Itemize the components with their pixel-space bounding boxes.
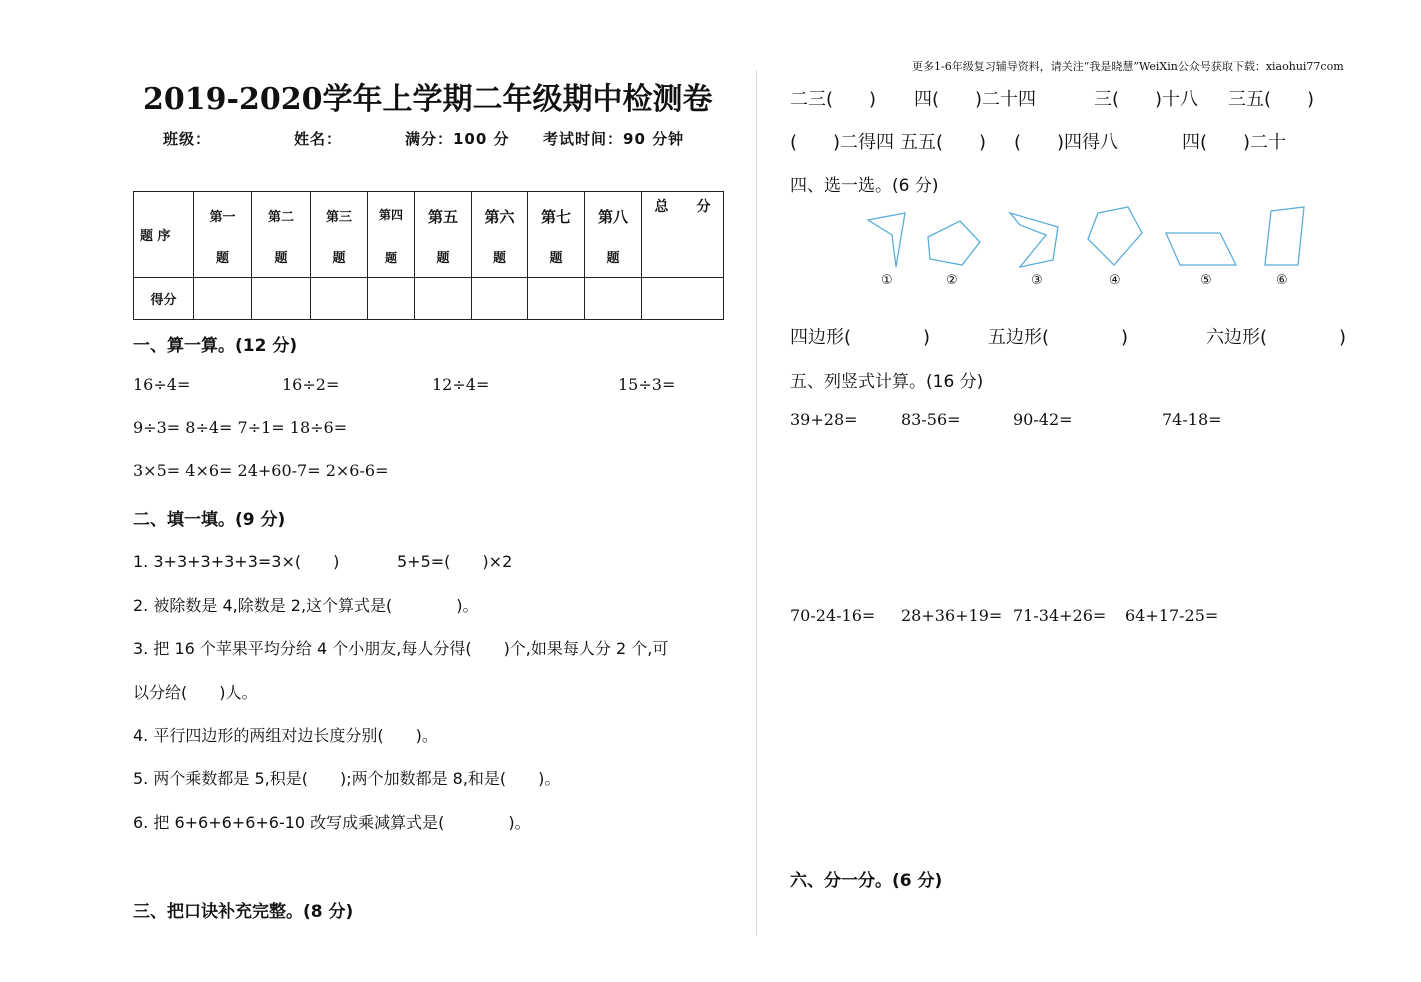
score-cell[interactable] [368,278,415,320]
score-table-col-3: 第三 题 [311,192,368,278]
score-table-col-8: 第八 题 [585,192,642,278]
s3-r2-3: ( )四得八 [1014,132,1119,153]
s1-q2: 16÷2= [282,375,340,394]
answer-quadrilateral: 四边形( ) [790,327,931,348]
shape-number-6: ⑥ [1276,273,1288,288]
s3-r2-4: 四( )二十 [1182,132,1287,153]
s1-row2: 9÷3= 8÷4= 7÷1= 18÷6= [133,418,348,437]
score-cell[interactable] [528,278,585,320]
section5-heading: 五、列竖式计算。(16 分) [790,372,984,392]
section2-heading: 二、填一填。(9 分) [133,510,286,530]
score-cell[interactable] [252,278,311,320]
s1-q1: 16÷4= [133,375,191,394]
shape-number-1: ① [881,273,893,288]
s5-q7: 71-34+26= [1013,606,1107,625]
s3-r2-2: 五五( ) [900,132,987,153]
name-label: 姓名： [294,130,343,148]
page-title: 2019-2020学年上学期二年级期中检测卷 [143,82,713,117]
score-table-col-2: 第二 题 [252,192,311,278]
score-cell-total[interactable] [642,278,724,320]
score-table-col-6: 第六 题 [472,192,528,278]
score-table-header-score: 得分 [134,278,194,320]
score-cell[interactable] [585,278,642,320]
s2-q2: 2. 被除数是 4,除数是 2,这个算式是( )。 [133,596,479,615]
shapes-figure [860,205,1320,300]
s2-q4: 4. 平行四边形的两组对边长度分别( )。 [133,726,438,745]
shape-5-parallelogram [1166,233,1236,265]
column-divider [756,70,757,936]
shape-3-hexagon [1010,213,1058,267]
shape-2-pentagon [928,221,980,265]
score-cell[interactable] [194,278,252,320]
s2-q6: 6. 把 6+6+6+6+6-10 改写成乘减算式是( )。 [133,813,531,832]
score-cell[interactable] [311,278,368,320]
s3-r1-2: 四( )二十四 [914,89,1037,110]
s3-r1-3: 三( )十八 [1094,89,1199,110]
s5-q4: 74-18= [1162,410,1222,429]
s5-q2: 83-56= [901,410,961,429]
s1-row3: 3×5= 4×6= 24+60-7= 2×6-6= [133,461,389,480]
shape-number-4: ④ [1109,273,1121,288]
score-cell[interactable] [415,278,472,320]
score-table-col-1: 第一 题 [194,192,252,278]
score-table [133,191,724,320]
s1-q4: 15÷3= [618,375,676,394]
s2-q5: 5. 两个乘数都是 5,积是( );两个加数都是 8,和是( )。 [133,769,561,788]
s2-q1a: 1. 3+3+3+3+3=3×( ) [133,552,340,571]
shape-1-quadrilateral [868,213,905,267]
s5-q5: 70-24-16= [790,606,876,625]
s5-q8: 64+17-25= [1125,606,1219,625]
score-cell[interactable] [472,278,528,320]
answer-pentagon: 五边形( ) [988,327,1129,348]
s5-q3: 90-42= [1013,410,1073,429]
score-table-col-4: 第四 题 [368,192,415,278]
section4-heading: 四、选一选。(6 分) [790,176,939,196]
exam-time-label: 考试时间：90 分钟 [543,130,685,148]
s2-q3a: 3. 把 16 个苹果平均分给 4 个小朋友,每人分得( )个,如果每人分 2 个,可 [133,639,669,658]
promo-note: 更多1-6年级复习辅导资料，请关注“我是晓慧”WeiXin公众号获取下载：xiaohui77com [912,60,1344,73]
full-score-label: 满分：100 分 [405,130,510,148]
s1-q3: 12÷4= [432,375,490,394]
shape-number-2: ② [946,273,958,288]
section6-heading: 六、分一分。(6 分) [790,871,943,891]
s3-r1-4: 三五( ) [1228,89,1315,110]
shape-number-5: ⑤ [1200,273,1212,288]
shape-number-3: ③ [1031,273,1043,288]
shape-6-quadrilateral [1265,207,1304,265]
s2-q3b: 以分给( )人。 [133,683,258,702]
score-table-col-5: 第五 题 [415,192,472,278]
s2-q1b: 5+5=( )×2 [397,552,513,571]
section1-heading: 一、算一算。(12 分) [133,336,298,356]
s5-q1: 39+28= [790,410,858,429]
score-table-header-order: 题 序 [134,192,194,278]
score-table-col-7: 第七 题 [528,192,585,278]
s3-r2-1: ( )二得四 [790,132,895,153]
section3-heading: 三、把口诀补充完整。(8 分) [133,902,354,922]
answer-hexagon: 六边形( ) [1206,327,1347,348]
class-label: 班级： [163,130,212,148]
s5-q6: 28+36+19= [901,606,1003,625]
s3-r1-1: 二三( ) [790,89,877,110]
score-table-total: 总 分 [642,192,724,278]
shape-4-pentagon [1088,207,1142,265]
